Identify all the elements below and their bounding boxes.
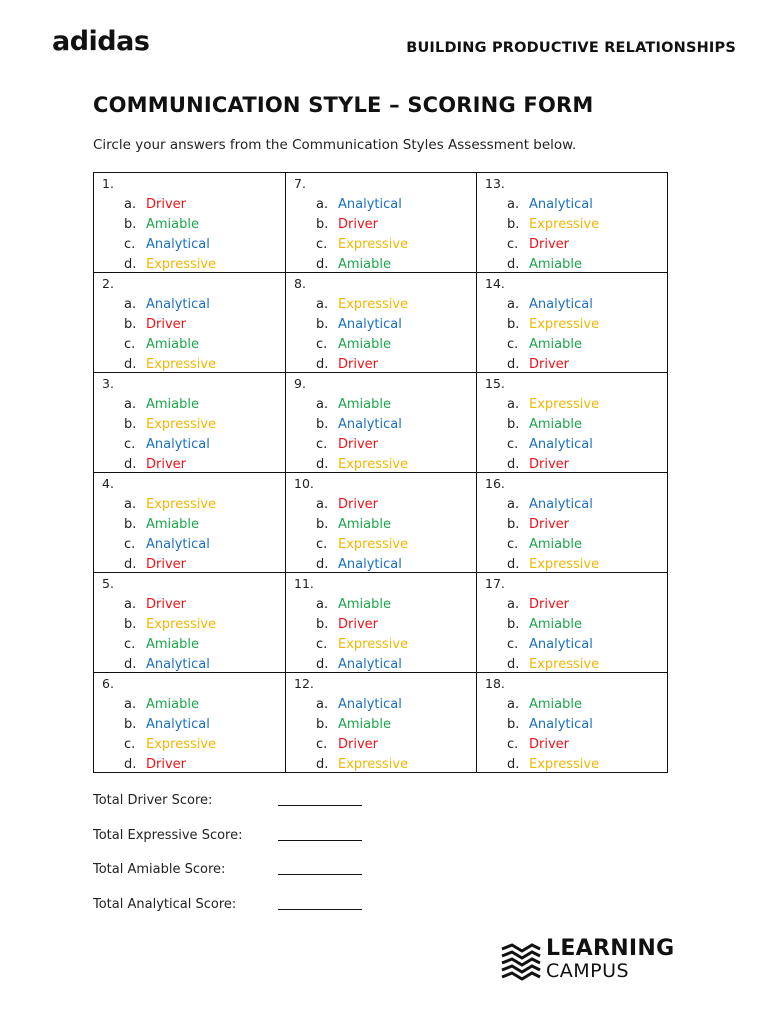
question-number: 3. [102, 376, 114, 391]
answer-option[interactable] [507, 635, 599, 655]
option-letter: c. [124, 437, 136, 452]
option-letter: c. [316, 537, 328, 552]
option-letter: b. [507, 517, 520, 532]
answer-option[interactable] [507, 535, 599, 555]
option-letter: c. [507, 237, 519, 252]
option-letter: b. [507, 717, 520, 732]
option-letter: c. [316, 237, 328, 252]
option-style-label: Analytical [529, 497, 593, 512]
option-style-label: Amiable [529, 537, 582, 552]
option-style-label: Analytical [146, 297, 210, 312]
question-number: 9. [294, 376, 306, 391]
option-style-label: Driver [529, 517, 570, 532]
scoring-grid [93, 172, 668, 773]
option-letter: b. [124, 517, 137, 532]
answer-option[interactable] [316, 215, 408, 235]
answer-option[interactable] [124, 755, 216, 775]
option-letter: a. [124, 697, 137, 712]
option-style-label: Amiable [529, 617, 582, 632]
question-number: 4. [102, 476, 114, 491]
option-style-label: Amiable [529, 257, 582, 272]
option-letter: b. [507, 617, 520, 632]
option-style-label: Analytical [146, 717, 210, 732]
option-letter: a. [316, 697, 329, 712]
option-letter: b. [124, 317, 137, 332]
question-number: 7. [294, 176, 306, 191]
answer-options [507, 395, 599, 475]
option-style-label: Analytical [146, 657, 210, 672]
answer-option[interactable] [316, 715, 408, 735]
option-letter: c. [316, 637, 328, 652]
option-style-label: Amiable [146, 397, 199, 412]
question-cell [286, 273, 477, 373]
answer-option[interactable] [124, 735, 216, 755]
answer-options [124, 395, 216, 475]
option-style-label: Analytical [338, 417, 402, 432]
answer-option[interactable] [316, 435, 408, 455]
answer-option[interactable] [507, 235, 599, 255]
option-style-label: Analytical [146, 237, 210, 252]
adidas-logo: adidas [52, 26, 150, 57]
answer-options [124, 195, 216, 275]
option-style-label: Expressive [338, 457, 409, 472]
option-style-label: Driver [338, 437, 379, 452]
option-letter: b. [316, 517, 329, 532]
option-style-label: Amiable [338, 257, 391, 272]
option-style-label: Amiable [146, 337, 199, 352]
option-style-label: Expressive [338, 237, 409, 252]
question-cell [94, 373, 286, 473]
option-style-label: Analytical [529, 637, 593, 652]
option-letter: d. [316, 257, 329, 272]
answer-option[interactable] [316, 235, 408, 255]
answer-option[interactable] [316, 735, 408, 755]
option-style-label: Driver [146, 197, 187, 212]
option-letter: d. [316, 557, 329, 572]
answer-option[interactable] [507, 515, 599, 535]
question-number: 1. [102, 176, 114, 191]
answer-options [507, 195, 599, 275]
answer-option[interactable] [507, 415, 599, 435]
option-style-label: Amiable [146, 517, 199, 532]
question-cell [477, 673, 668, 773]
option-letter: a. [507, 597, 520, 612]
option-letter: a. [124, 597, 137, 612]
option-letter: b. [124, 417, 137, 432]
option-letter: c. [507, 437, 519, 452]
answer-options [507, 595, 599, 675]
option-style-label: Expressive [529, 657, 600, 672]
answer-options [507, 695, 599, 775]
option-style-label: Amiable [338, 397, 391, 412]
answer-option[interactable] [316, 615, 408, 635]
option-style-label: Expressive [529, 397, 600, 412]
option-letter: d. [507, 757, 520, 772]
option-style-label: Analytical [529, 717, 593, 732]
question-number: 5. [102, 576, 114, 591]
logo-text-learning: LEARNING [546, 936, 675, 961]
answer-option[interactable] [124, 315, 216, 335]
option-letter: d. [124, 757, 137, 772]
answer-option[interactable] [124, 415, 216, 435]
answer-options [124, 495, 216, 575]
option-style-label: Driver [338, 217, 379, 232]
answer-option[interactable] [124, 335, 216, 355]
option-letter: b. [124, 617, 137, 632]
option-letter: b. [316, 717, 329, 732]
option-letter: b. [316, 317, 329, 332]
answer-option[interactable] [507, 435, 599, 455]
option-letter: b. [507, 217, 520, 232]
option-style-label: Amiable [529, 417, 582, 432]
grid-row [94, 273, 668, 373]
answer-option[interactable] [316, 335, 408, 355]
option-style-label: Driver [529, 457, 570, 472]
answer-option[interactable] [124, 515, 216, 535]
document-header: BUILDING PRODUCTIVE RELATIONSHIPS [406, 40, 736, 56]
answer-option[interactable] [124, 635, 216, 655]
answer-option[interactable] [124, 615, 216, 635]
option-letter: b. [316, 617, 329, 632]
question-number: 18. [485, 676, 505, 691]
grid-row [94, 173, 668, 273]
question-cell [477, 573, 668, 673]
option-style-label: Analytical [146, 437, 210, 452]
option-letter: a. [507, 697, 520, 712]
grid-row [94, 573, 668, 673]
option-letter: d. [316, 457, 329, 472]
option-style-label: Analytical [338, 657, 402, 672]
answer-options [316, 195, 408, 275]
option-style-label: Driver [529, 597, 570, 612]
answer-options [507, 495, 599, 575]
option-style-label: Amiable [338, 337, 391, 352]
option-letter: d. [316, 757, 329, 772]
option-letter: c. [507, 337, 519, 352]
option-letter: d. [124, 357, 137, 372]
option-letter: b. [316, 217, 329, 232]
option-style-label: Expressive [146, 357, 217, 372]
option-letter: a. [124, 197, 137, 212]
option-style-label: Driver [338, 617, 379, 632]
option-letter: c. [316, 737, 328, 752]
answer-option[interactable] [124, 215, 216, 235]
option-letter: d. [124, 557, 137, 572]
option-letter: d. [316, 657, 329, 672]
option-style-label: Driver [146, 557, 187, 572]
option-style-label: Expressive [338, 637, 409, 652]
option-letter: a. [316, 497, 329, 512]
score-blank-line[interactable] [278, 805, 362, 806]
answer-option[interactable] [316, 535, 408, 555]
answer-option[interactable] [124, 495, 216, 515]
option-style-label: Expressive [146, 257, 217, 272]
option-letter: a. [507, 297, 520, 312]
answer-option[interactable] [507, 295, 599, 315]
total-score-label: Total Analytical Score: [93, 896, 237, 912]
option-style-label: Driver [146, 597, 187, 612]
question-number: 14. [485, 276, 505, 291]
answer-option[interactable] [507, 715, 599, 735]
score-blank-line[interactable] [278, 840, 362, 841]
question-cell [286, 673, 477, 773]
option-letter: c. [124, 337, 136, 352]
question-cell [477, 473, 668, 573]
option-letter: a. [124, 397, 137, 412]
answer-option[interactable] [316, 195, 408, 215]
option-letter: c. [316, 337, 328, 352]
option-letter: c. [124, 237, 136, 252]
option-style-label: Expressive [146, 617, 217, 632]
option-style-label: Expressive [146, 417, 217, 432]
total-score-label: Total Driver Score: [93, 793, 213, 808]
option-style-label: Driver [338, 737, 379, 752]
answer-option[interactable] [316, 595, 408, 615]
option-letter: a. [507, 497, 520, 512]
score-blank-line[interactable] [278, 909, 362, 910]
answer-options [316, 395, 408, 475]
answer-options [316, 695, 408, 775]
option-style-label: Driver [529, 737, 570, 752]
question-cell [477, 373, 668, 473]
answer-option[interactable] [316, 755, 408, 775]
option-letter: d. [507, 357, 520, 372]
option-letter: b. [124, 217, 137, 232]
logo-text-campus: CAMPUS [546, 960, 630, 982]
option-style-label: Expressive [338, 537, 409, 552]
answer-option[interactable] [507, 735, 599, 755]
answer-option[interactable] [507, 755, 599, 775]
learning-campus-logo [500, 936, 680, 984]
option-letter: b. [124, 717, 137, 732]
option-letter: a. [316, 297, 329, 312]
option-style-label: Driver [529, 357, 570, 372]
option-style-label: Amiable [146, 217, 199, 232]
option-letter: c. [124, 737, 136, 752]
answer-option[interactable] [316, 395, 408, 415]
question-cell [286, 373, 477, 473]
question-cell [94, 273, 286, 373]
option-letter: c. [124, 537, 136, 552]
answer-option[interactable] [507, 595, 599, 615]
grid-row [94, 673, 668, 773]
question-number: 11. [294, 576, 314, 591]
option-style-label: Analytical [146, 537, 210, 552]
answer-option[interactable] [316, 635, 408, 655]
question-number: 2. [102, 276, 114, 291]
question-number: 16. [485, 476, 505, 491]
option-letter: d. [124, 657, 137, 672]
option-letter: a. [316, 197, 329, 212]
option-letter: d. [507, 257, 520, 272]
option-letter: d. [316, 357, 329, 372]
question-number: 6. [102, 676, 114, 691]
question-cell [286, 173, 477, 273]
option-letter: d. [507, 457, 520, 472]
answer-options [316, 295, 408, 375]
question-number: 10. [294, 476, 314, 491]
total-score-label: Total Amiable Score: [93, 862, 226, 877]
answer-option[interactable] [507, 215, 599, 235]
option-letter: c. [507, 537, 519, 552]
option-style-label: Analytical [338, 557, 402, 572]
option-letter: c. [316, 437, 328, 452]
option-style-label: Driver [338, 357, 379, 372]
answer-options [124, 295, 216, 375]
option-letter: d. [124, 257, 137, 272]
option-style-label: Amiable [146, 697, 199, 712]
option-letter: b. [316, 417, 329, 432]
option-letter: d. [124, 457, 137, 472]
answer-option[interactable] [507, 395, 599, 415]
option-style-label: Analytical [338, 197, 402, 212]
option-letter: a. [316, 597, 329, 612]
option-style-label: Expressive [146, 497, 217, 512]
option-style-label: Expressive [146, 737, 217, 752]
option-letter: b. [507, 417, 520, 432]
answer-options [124, 695, 216, 775]
answer-option[interactable] [316, 695, 408, 715]
answer-option[interactable] [124, 435, 216, 455]
answer-option[interactable] [124, 535, 216, 555]
question-cell [286, 473, 477, 573]
question-cell [94, 173, 286, 273]
option-letter: c. [507, 637, 519, 652]
answer-option[interactable] [124, 235, 216, 255]
option-letter: a. [507, 397, 520, 412]
option-style-label: Driver [146, 317, 187, 332]
option-style-label: Amiable [338, 597, 391, 612]
question-cell [94, 573, 286, 673]
option-style-label: Driver [146, 757, 187, 772]
answer-option[interactable] [507, 615, 599, 635]
answer-options [124, 595, 216, 675]
question-cell [477, 273, 668, 373]
answer-option[interactable] [507, 695, 599, 715]
answer-option[interactable] [124, 395, 216, 415]
option-style-label: Expressive [338, 757, 409, 772]
answer-option[interactable] [507, 315, 599, 335]
answer-option[interactable] [124, 715, 216, 735]
option-style-label: Expressive [338, 297, 409, 312]
instruction-text: Circle your answers from the Communication Styles Assessment below. [93, 137, 577, 153]
option-style-label: Analytical [338, 317, 402, 332]
option-letter: a. [316, 397, 329, 412]
option-letter: d. [507, 557, 520, 572]
grid-row [94, 373, 668, 473]
answer-option[interactable] [507, 195, 599, 215]
option-style-label: Amiable [338, 717, 391, 732]
question-cell [477, 173, 668, 273]
option-style-label: Amiable [529, 697, 582, 712]
option-style-label: Expressive [529, 317, 600, 332]
question-number: 13. [485, 176, 505, 191]
option-letter: c. [124, 637, 136, 652]
answer-options [316, 595, 408, 675]
option-style-label: Analytical [529, 197, 593, 212]
total-score-label: Total Expressive Score: [93, 827, 243, 843]
page-title: COMMUNICATION STYLE – SCORING FORM [93, 93, 594, 117]
option-style-label: Amiable [146, 637, 199, 652]
option-letter: d. [507, 657, 520, 672]
option-style-label: Driver [146, 457, 187, 472]
option-style-label: Driver [338, 497, 379, 512]
answer-option[interactable] [316, 315, 408, 335]
answer-option[interactable] [124, 295, 216, 315]
option-style-label: Expressive [529, 757, 600, 772]
option-style-label: Driver [529, 237, 570, 252]
grid-row [94, 473, 668, 573]
option-letter: a. [124, 297, 137, 312]
option-style-label: Analytical [338, 697, 402, 712]
question-number: 12. [294, 676, 314, 691]
option-style-label: Analytical [529, 297, 593, 312]
option-letter: c. [507, 737, 519, 752]
question-cell [286, 573, 477, 673]
score-blank-line[interactable] [278, 874, 362, 875]
answer-option[interactable] [316, 515, 408, 535]
question-cell [94, 473, 286, 573]
question-cell [94, 673, 286, 773]
option-letter: a. [124, 497, 137, 512]
answer-options [507, 295, 599, 375]
question-number: 17. [485, 576, 505, 591]
option-style-label: Expressive [529, 217, 600, 232]
answer-options [316, 495, 408, 575]
option-letter: b. [507, 317, 520, 332]
answer-option[interactable] [124, 595, 216, 615]
question-number: 15. [485, 376, 505, 391]
answer-option[interactable] [507, 495, 599, 515]
answer-option[interactable] [316, 415, 408, 435]
option-style-label: Amiable [338, 517, 391, 532]
question-number: 8. [294, 276, 306, 291]
option-style-label: Expressive [529, 557, 600, 572]
option-style-label: Amiable [529, 337, 582, 352]
answer-option[interactable] [507, 335, 599, 355]
answer-option[interactable] [316, 295, 408, 315]
option-style-label: Analytical [529, 437, 593, 452]
answer-option[interactable] [124, 695, 216, 715]
learning-campus-mark-icon [500, 941, 542, 983]
option-letter: a. [507, 197, 520, 212]
answer-option[interactable] [124, 195, 216, 215]
answer-option[interactable] [316, 495, 408, 515]
